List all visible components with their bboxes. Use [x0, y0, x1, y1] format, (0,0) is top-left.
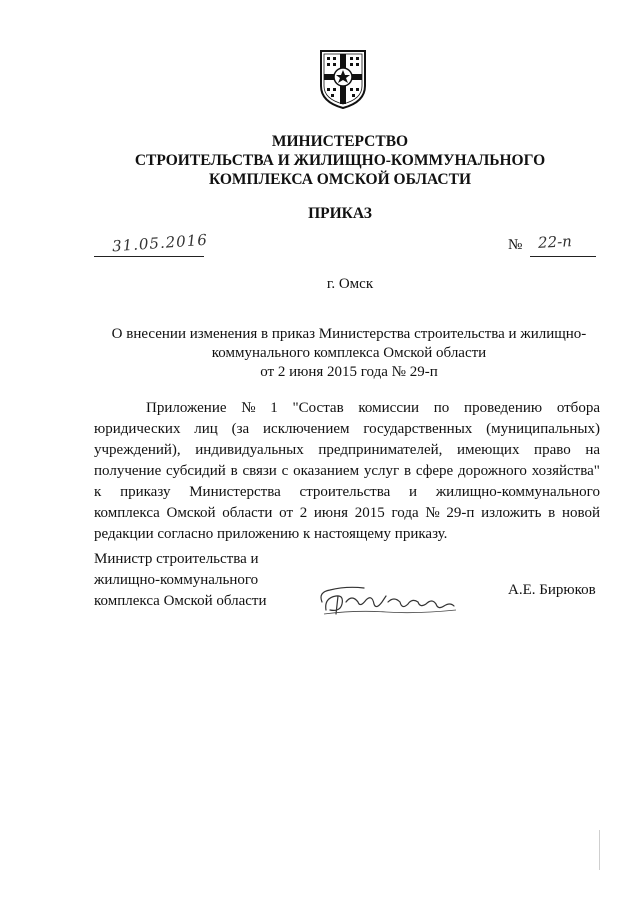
- body-word: строительства: [299, 484, 391, 500]
- body-word: в: [548, 505, 556, 521]
- date-field: [94, 230, 209, 257]
- subject-line: О внесении изменения в приказ Министерства строительства и жилищно-: [111, 326, 587, 342]
- number-field: [530, 232, 596, 257]
- body-line-last: редакции согласно приложению к настоящему приказу.: [94, 526, 448, 542]
- order-body: [94, 398, 600, 545]
- subject-line: коммунального комплекса Омской области: [211, 345, 487, 361]
- body-line: [94, 419, 600, 440]
- body-word: лиц: [194, 421, 218, 437]
- subject-line: от 2 июня 2015 года № 29-п: [260, 364, 438, 380]
- body-word: приказу: [120, 484, 171, 500]
- body-word: учреждений),: [94, 442, 181, 458]
- body-word: в: [230, 463, 238, 479]
- body-line: [94, 482, 600, 503]
- signatory-name: А.Е. Бирюков: [508, 582, 596, 598]
- body-word: в: [403, 463, 412, 479]
- body-word: и: [409, 484, 418, 500]
- body-word: комплекса: [94, 505, 160, 521]
- handwritten-signature: [316, 580, 466, 620]
- body-word: сфере: [415, 463, 454, 479]
- body-word: от: [279, 505, 293, 521]
- position-line: Министр строительства и: [94, 551, 259, 567]
- city-label: г. Омск: [326, 276, 374, 292]
- body-word: индивидуальных: [195, 442, 304, 458]
- order-title: ПРИКАЗ: [308, 205, 372, 222]
- body-word: отбора: [556, 400, 600, 416]
- body-word: проведению: [464, 400, 543, 416]
- scan-edge-mark: [599, 830, 600, 870]
- handwritten-date: 31.05.2016: [111, 230, 209, 256]
- body-word: государственных: [363, 421, 473, 437]
- body-word: право: [534, 442, 571, 458]
- body-word: с: [281, 463, 289, 479]
- order-subject: [94, 325, 604, 382]
- body-line: [94, 503, 600, 524]
- body-word: "Состав: [292, 400, 344, 416]
- body-word: жилищно-коммунального: [435, 484, 600, 500]
- body-word: исключением: [263, 421, 350, 437]
- number-label: №: [508, 237, 523, 253]
- handwritten-number: 22-п: [537, 232, 573, 252]
- body-word: услуг: [363, 463, 400, 479]
- body-word: по: [433, 400, 450, 416]
- body-word: дорожного: [458, 463, 527, 479]
- ministry-line: СТРОИТЕЛЬСТВА И ЖИЛИЩНО-КОММУНАЛЬНОГО: [134, 152, 546, 169]
- body-word: субсидий: [166, 463, 226, 479]
- body-word: хозяйства": [531, 463, 600, 479]
- body-word: 2015: [354, 505, 385, 521]
- body-word: Министерства: [189, 484, 281, 500]
- ministry-line: МИНИСТЕРСТВО: [271, 133, 409, 150]
- signatory-position: [94, 549, 267, 612]
- body-word: Приложение: [146, 400, 227, 416]
- body-word: получение: [94, 463, 162, 479]
- body-word: имеющих: [456, 442, 520, 458]
- body-word: связи: [242, 463, 277, 479]
- body-word: (за: [231, 421, 250, 437]
- body-word: на: [585, 442, 600, 458]
- body-word: июня: [313, 505, 349, 521]
- body-word: новой: [561, 505, 600, 521]
- body-line: [94, 440, 600, 461]
- body-word: изложить: [481, 505, 542, 521]
- body-word: области: [222, 505, 273, 521]
- ministry-line: КОМПЛЕКСА ОМСКОЙ ОБЛАСТИ: [208, 171, 472, 188]
- body-word: предпринимателей,: [318, 442, 443, 458]
- body-word: Омской: [166, 505, 216, 521]
- body-word: №: [425, 505, 440, 521]
- body-word: года: [391, 505, 419, 521]
- body-word: юридических: [94, 421, 181, 437]
- body-word: 29-п: [446, 505, 475, 521]
- body-word: (муниципальных): [486, 421, 600, 437]
- body-word: к: [94, 484, 102, 500]
- body-word: 2: [299, 505, 308, 521]
- body-word: 1: [270, 400, 278, 416]
- position-line: комплекса Омской области: [94, 593, 267, 609]
- body-word: оказанием: [293, 463, 360, 479]
- position-line: жилищно-коммунального: [94, 572, 259, 588]
- ministry-name: [100, 132, 580, 189]
- coat-of-arms-icon: [318, 48, 368, 110]
- body-word: №: [241, 400, 256, 416]
- body-line: [94, 398, 600, 419]
- body-line: [94, 461, 600, 482]
- body-word: комиссии: [358, 400, 420, 416]
